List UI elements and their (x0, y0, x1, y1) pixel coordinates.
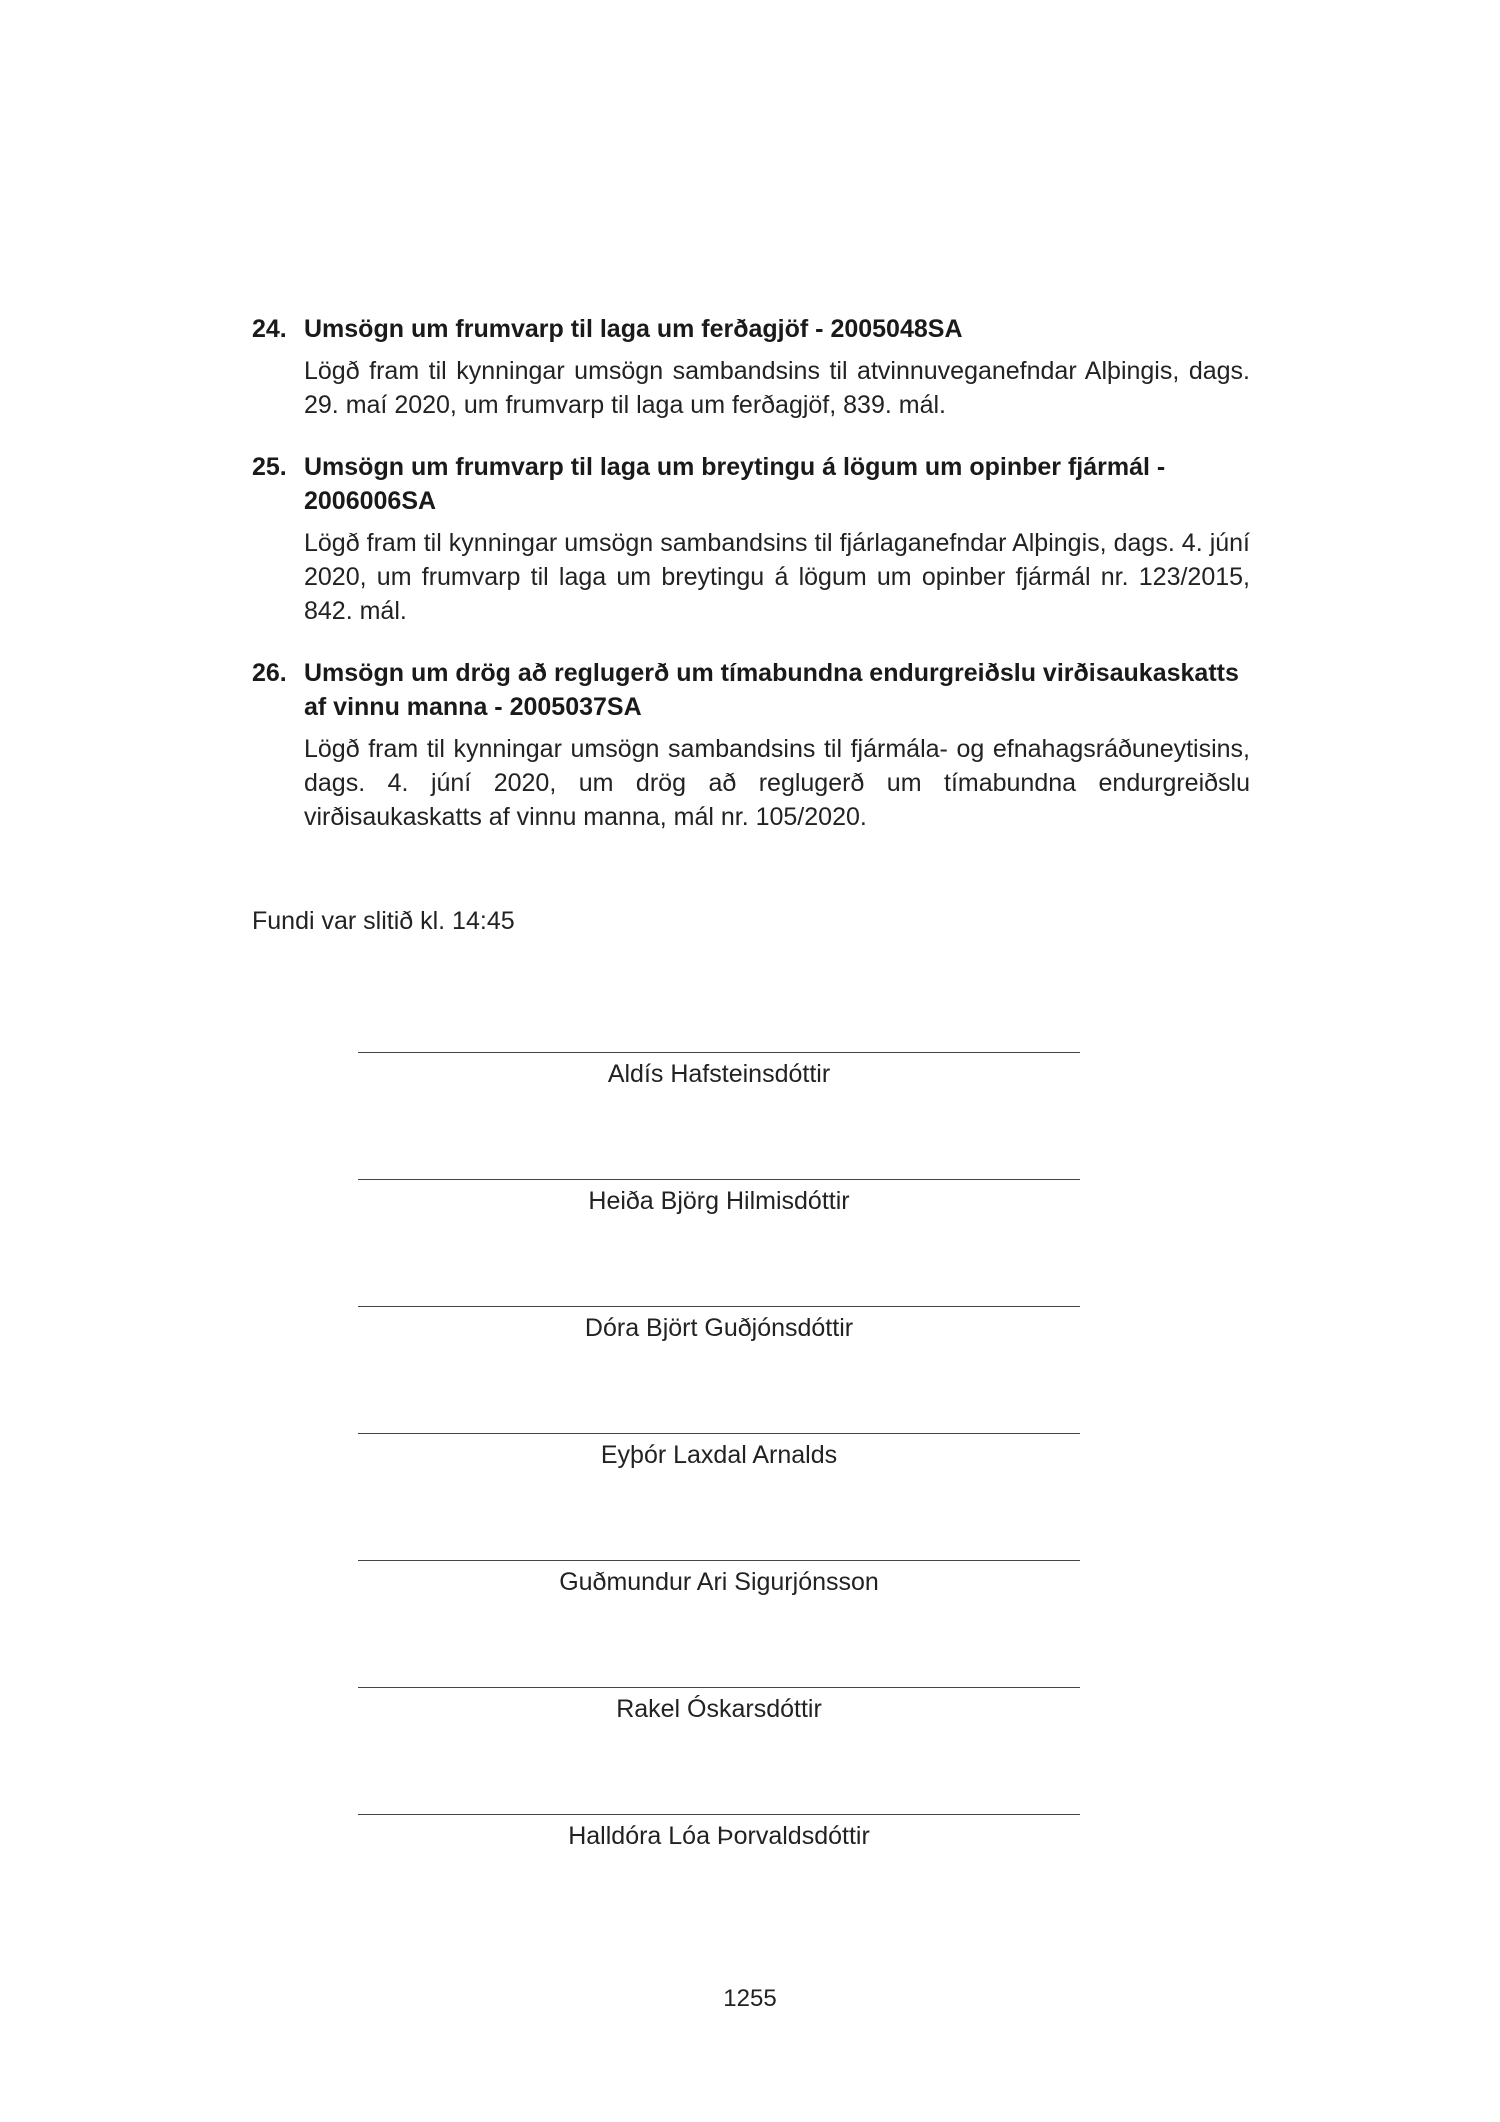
signature-line (358, 1052, 1080, 1053)
agenda-item-body: Lögð fram til kynningar umsögn sambandsins til fjármála- og efnahagsráðuneytisins, dags. 4. júní 2020, um drög að reglugerð um tímabundna endurgreiðslu virðisaukaskatts af vinnu manna, mál nr. 105/2020. (304, 735, 1250, 831)
signatory-name: Heiða Björg Hilmisdóttir (588, 1187, 850, 1215)
agenda-item (252, 450, 1250, 628)
signature-line (358, 1179, 1080, 1180)
signature-line (358, 1560, 1080, 1561)
signature-line (358, 1433, 1080, 1434)
agenda-list (252, 312, 1250, 862)
signature-line (358, 1306, 1080, 1307)
signature-entry (358, 1052, 1080, 1179)
agenda-item-title: Umsögn um frumvarp til laga um breytingu á lögum um opinber fjármál - 2006006SA (304, 453, 1166, 515)
agenda-item (252, 656, 1250, 834)
signatory-name: Dóra Björt Guðjónsdóttir (584, 1314, 854, 1342)
agenda-item-title: Umsögn um frumvarp til laga um ferðagjöf - 2005048SA (304, 315, 963, 343)
signatory-name: Eyþór Laxdal Arnalds (600, 1441, 838, 1469)
agenda-item-number: 26. (252, 659, 287, 687)
meeting-closing-text: Fundi var slitið kl. 14:45 (252, 907, 515, 935)
signature-entry (358, 1814, 1080, 1941)
agenda-item-body: Lögð fram til kynningar umsögn sambandsins til fjárlaganefndar Alþingis, dags. 4. júní 2020, um frumvarp til laga um breytingu á lögum um opinber fjármál nr. 123/2015, 842. mál. (304, 529, 1250, 625)
signatory-name: Rakel Óskarsdóttir (616, 1695, 822, 1723)
agenda-item (252, 312, 1250, 422)
agenda-item-number: 25. (252, 453, 287, 481)
signature-entry (358, 1179, 1080, 1306)
signatory-name: Halldóra Lóa Þorvaldsdóttir (568, 1822, 870, 1850)
agenda-item-title: Umsögn um drög að reglugerð um tímabundna endurgreiðslu virðisaukaskatts af vinnu manna - 2005037SA (304, 659, 1239, 721)
signature-entry (358, 1433, 1080, 1560)
signature-block (358, 1052, 1080, 1941)
page-number: 1255 (723, 1985, 777, 2012)
signature-line (358, 1687, 1080, 1688)
signature-entry (358, 1306, 1080, 1433)
signatory-name: Aldís Hafsteinsdóttir (607, 1060, 831, 1088)
signature-entry (358, 1687, 1080, 1814)
agenda-item-number: 24. (252, 315, 287, 343)
signatory-name: Guðmundur Ari Sigurjónsson (559, 1568, 879, 1596)
signature-entry (358, 1560, 1080, 1687)
signature-line (358, 1814, 1080, 1815)
agenda-item-body: Lögð fram til kynningar umsögn sambandsins til atvinnuveganefndar Alþingis, dags. 29. maí 2020, um frumvarp til laga um ferðagjöf, 839. mál. (304, 357, 1250, 419)
